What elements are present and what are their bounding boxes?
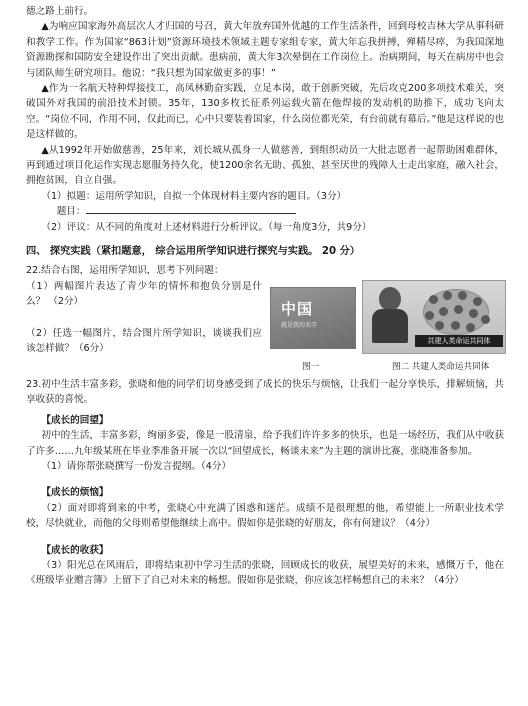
figure-2-face-icon — [435, 321, 444, 330]
figure-1-subtext: 就是我的名字 — [281, 321, 318, 329]
material-paragraph-huang: ▲为响应国家海外高层次人才归国的号召，黄大年放弃国外优越的工作生活条件，回到母校吉林大学从事科研和教学工作。作为国家“863计划”资源环境技术领域主题专家组专家，黄大年忘我拼搏，殚精尽瘁，为我国深地资源勘探和国防安全建设作出了突出贡献。患病前，黄大年3次晕倒在工作岗位上。治病期间，每天在病房中也会与团队师生研究项目。他说：“我只想为国家做更多的事！” — [26, 21, 504, 79]
exam-page — [26, 4, 504, 589]
figure-1-text: 中国 — [281, 299, 314, 318]
figure-2-banner: 共建人类命运共同体 — [415, 335, 503, 347]
material-paragraph-gao: ▲作为一名航天特种焊接技工，高凤林勤奋实践，立足本岗，敢于创新突破，先后攻克200多项技术难关，突破国外对我国的前沿技术封锁。35年，130多枚长征系列运载火箭在他焊接的发动机的助推下，成功飞向太空。“岗位不同，作用不同，仅此而已，心中只要装着国家，什么岗位都光荣，有台前就有幕后。”他是这样说的也是这样做的。 — [26, 83, 504, 141]
figure-2-caption: 图二 共建人类命运共同体 — [392, 361, 490, 372]
q23-heading-review: 【成长的回望】 — [41, 414, 109, 426]
q22-block — [26, 279, 504, 377]
figure-2-face-icon — [458, 291, 467, 300]
figure-2-face-icon — [481, 315, 490, 324]
figure-2-image — [362, 280, 506, 354]
q23-text-worries: （2）面对即将到来的中考，张晓心中充满了困惑和迷茫。成绩不是很理想的他，希望能上一所职业技术学校，尽快就业，而他的父母则希望他继续上高中。假如你是张晓的好朋友，你有何建议？（4分） — [26, 502, 504, 530]
figure-2-face-icon — [429, 295, 438, 304]
figure-2-face-icon — [454, 305, 463, 314]
figure-2-face-icon — [466, 323, 475, 332]
figure-2-person-body — [372, 309, 408, 343]
figure-1-caption: 图一 — [302, 361, 320, 372]
q22-part-2: （2）任选一幅图片，结合图片所学知识，谈谈我们应该怎样做？（6分） — [26, 327, 262, 355]
figure-1-image — [270, 287, 356, 349]
material-question-2: （2）评议：从不同的角度对上述材料进行分析评议。（每一角度3分，共9分） — [41, 221, 372, 233]
figure-2-face-icon — [469, 309, 478, 318]
figure-2-face-icon — [439, 307, 448, 316]
material-question-1: （1）拟题：运用所学知识，自拟一个体现材料主要内容的题目。（3分） — [41, 190, 347, 202]
q22-part-1: （1）两幅图片表达了青少年的情怀和抱负分别是什么？ （2分） — [26, 280, 262, 308]
title-answer-line — [26, 204, 504, 219]
spacer — [26, 474, 504, 480]
q23-text-review: 初中的生活，丰富多彩，绚丽多姿，像是一股清泉，给予我们许许多多的快乐，也是一场经历，我们从中收获了许多……九年级某班在毕业季准备开展一次以“回望成长，畅谈未来”为主题的演讲比赛，张晓准备参加。 — [26, 430, 504, 457]
section-four-heading: 四、 探究实践（紧扣题意， 综合运用所学知识进行探究与实践。 20 分） — [26, 246, 360, 258]
figure-2-person-head — [379, 287, 401, 311]
figure-2-face-icon — [473, 297, 482, 306]
material-line-top: 德之路上前行。 — [26, 6, 94, 17]
q23-intro: 23.初中生活丰富多彩，张晓和他的同学们切身感受到了成长的快乐与烦恼，让我们一起分享快乐，排解烦恼，共享收获的喜悦。 — [26, 378, 504, 406]
material-paragraph-liu: ▲从1992年开始做慈善，25年来，刘长城从孤身一人做慈善，到组织动员一大批志愿者一起帮助困难群体，再到通过项目化运作实现志愿服务持久化，使1200余名无助、孤独、甚至厌世的残障人士走出家庭，融入社会，拥抱贫困，自立自强。 — [26, 144, 504, 187]
q23-question-1: （1）请你帮张晓撰写一份发言提纲。（4分） — [41, 460, 232, 472]
q23-text-harvest: （3）阳光总在风雨后，即将结束初中学习生活的张晓，回顾成长的收获，展望美好的未来，感慨万千，他在《班级毕业赠言簿》上留下了自己对未来的畅想。假如你是张晓，你应该怎样畅想自己的未来？（4分） — [26, 559, 504, 587]
figure-2-face-icon — [443, 291, 452, 300]
q23-heading-harvest: 【成长的收获】 — [41, 544, 109, 556]
title-answer-label: 题目： — [56, 206, 86, 218]
q22-intro: 22.结合右图，运用所学知识，思考下列问题： — [26, 264, 224, 276]
title-blank — [86, 204, 296, 214]
q23-heading-worries: 【成长的烦恼】 — [41, 487, 109, 499]
figure-2-face-icon — [425, 311, 434, 320]
q22-questions — [26, 279, 262, 357]
figure-2-face-icon — [451, 321, 460, 330]
spacer — [26, 532, 504, 538]
